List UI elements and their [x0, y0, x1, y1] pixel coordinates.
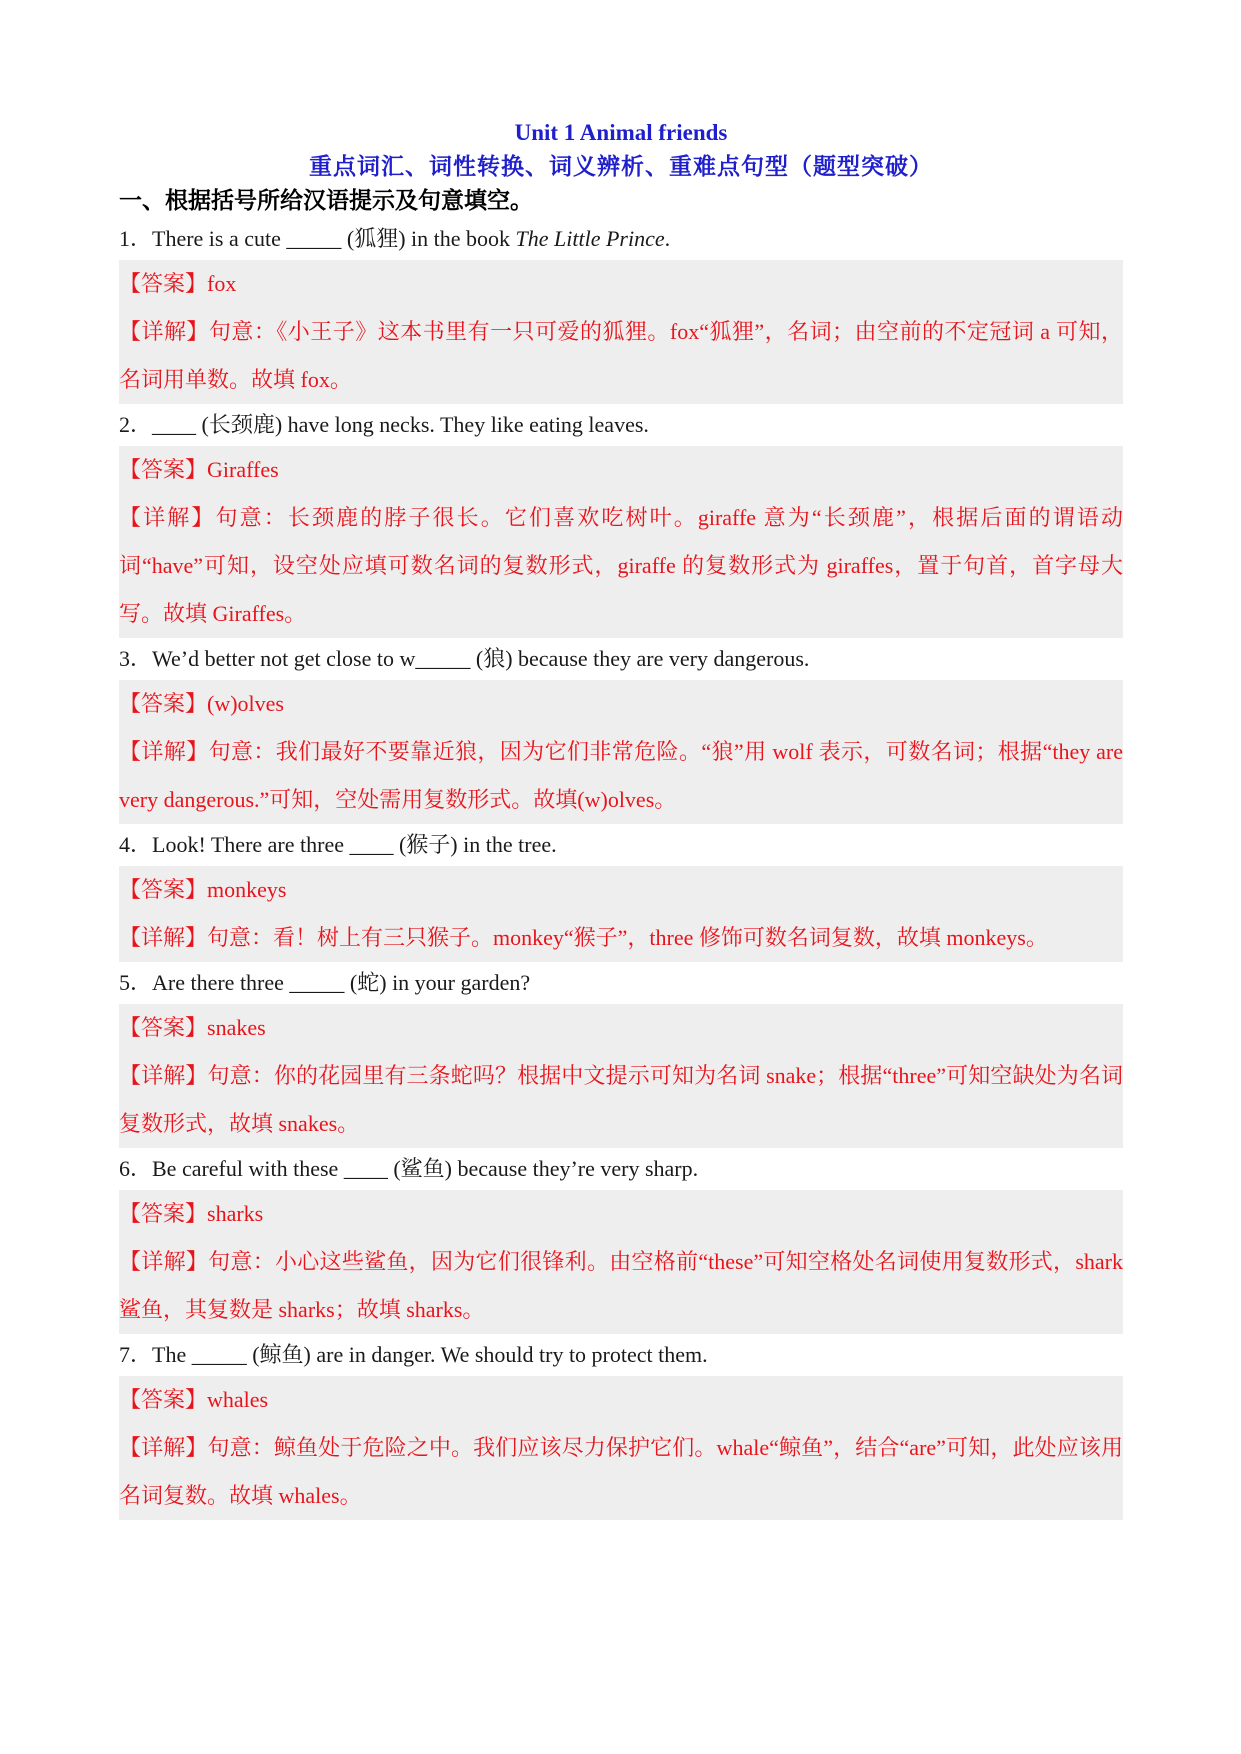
detail-value: 句意：你的花园里有三条蛇吗？根据中文提示可知为名词 snake；根据“three”可知空缺处为名词复数形式，故填 snakes。	[119, 1063, 1123, 1136]
answer-tag: 【答案】	[119, 1201, 208, 1226]
question-item	[119, 828, 1123, 962]
question-item	[119, 966, 1123, 1148]
document-content	[119, 116, 1123, 1520]
answer-tag: 【答案】	[119, 877, 208, 902]
question-text: 1．There is a cute _____ (狐狸) in the book The Little Prince.	[119, 226, 671, 251]
answer-block	[119, 1004, 1123, 1148]
answer-block	[119, 1376, 1123, 1520]
answer-block	[119, 680, 1123, 824]
detail-text	[119, 1424, 1123, 1520]
detail-value: 句意：《小王子》这本书里有一只可爱的狐狸。fox“狐狸”，名词；由空前的不定冠词 a 可知，名词用单数。故填 fox。	[119, 319, 1123, 392]
question-text: 6．Be careful with these ____ (鲨鱼) because they’re very sharp.	[119, 1156, 699, 1181]
question-item	[119, 408, 1123, 638]
detail-value: 句意：鲸鱼处于危险之中。我们应该尽力保护它们。whale“鲸鱼”，结合“are”可知，此处应该用名词复数。故填 whales。	[119, 1435, 1123, 1508]
question-list	[119, 222, 1123, 1520]
detail-text	[119, 914, 1123, 962]
answer-tag: 【答案】	[119, 1015, 208, 1040]
detail-text	[119, 1238, 1123, 1334]
detail-tag: 【详解】	[119, 739, 209, 764]
detail-text	[119, 728, 1123, 824]
detail-text	[119, 308, 1123, 404]
answer-line	[119, 1376, 1123, 1424]
document-title: Unit 1 Animal friends	[514, 120, 728, 145]
answer-block	[119, 260, 1123, 404]
answer-tag: 【答案】	[119, 457, 208, 482]
document-subtitle: 重点词汇、词性转换、词义辨析、重难点句型（题型突破）	[309, 154, 933, 179]
question-item	[119, 642, 1123, 824]
detail-value: 句意：长颈鹿的脖子很长。它们喜欢吃树叶。giraffe 意为“长颈鹿”，根据后面的谓语动词“have”可知，设空处应填可数名词的复数形式，giraffe 的复数形式为 giraffes，置于句首，首字母大写。故填 Giraffes。	[119, 505, 1123, 626]
detail-tag: 【详解】	[119, 505, 216, 530]
question-item	[119, 1152, 1123, 1334]
question-text: 4．Look! There are three ____ (猴子) in the tree.	[119, 832, 557, 857]
answer-block	[119, 446, 1123, 638]
answer-value: snakes	[207, 1015, 266, 1040]
detail-tag: 【详解】	[119, 1249, 209, 1274]
answer-block	[119, 1190, 1123, 1334]
answer-value: (w)olves	[207, 691, 284, 716]
answer-line	[119, 446, 1123, 494]
question-item	[119, 1338, 1123, 1520]
question-text: 7．The _____ (鲸鱼) are in danger. We should try to protect them.	[119, 1342, 708, 1367]
question-text: 2．____ (长颈鹿) have long necks. They like eating leaves.	[119, 412, 649, 437]
answer-tag: 【答案】	[119, 271, 208, 296]
detail-value: 句意：看！树上有三只猴子。monkey“猴子”，three 修饰可数名词复数，故填 monkeys。	[207, 925, 1048, 950]
answer-value: whales	[207, 1387, 269, 1412]
answer-tag: 【答案】	[119, 691, 208, 716]
section-heading: 一、根据括号所给汉语提示及句意填空。	[119, 188, 533, 213]
question-text: 5．Are there three _____ (蛇) in your garden?	[119, 970, 531, 995]
answer-block	[119, 866, 1123, 962]
answer-tag: 【答案】	[119, 1387, 208, 1412]
detail-tag: 【详解】	[119, 925, 208, 950]
answer-value: Giraffes	[207, 457, 279, 482]
detail-tag: 【详解】	[119, 319, 209, 344]
detail-tag: 【详解】	[119, 1435, 208, 1460]
answer-value: fox	[207, 271, 237, 296]
question-text: 3．We’d better not get close to w_____ (狼) because they are very dangerous.	[119, 646, 810, 671]
detail-value: 句意：小心这些鲨鱼，因为它们很锋利。由空格前“these”可知空格处名词使用复数形式，shark 鲨鱼，其复数是 sharks；故填 sharks。	[119, 1249, 1123, 1322]
answer-line	[119, 1190, 1123, 1238]
detail-text	[119, 1052, 1123, 1148]
answer-line	[119, 260, 1123, 308]
answer-line	[119, 680, 1123, 728]
answer-line	[119, 866, 1123, 914]
detail-text	[119, 494, 1123, 638]
detail-value: 句意：我们最好不要靠近狼，因为它们非常危险。“狼”用 wolf 表示，可数名词；根据“they are very dangerous.”可知，空处需用复数形式。故填(w)olves。	[119, 739, 1123, 812]
answer-value: sharks	[207, 1201, 264, 1226]
detail-tag: 【详解】	[119, 1063, 208, 1088]
question-item	[119, 222, 1123, 404]
answer-line	[119, 1004, 1123, 1052]
answer-value: monkeys	[207, 877, 287, 902]
